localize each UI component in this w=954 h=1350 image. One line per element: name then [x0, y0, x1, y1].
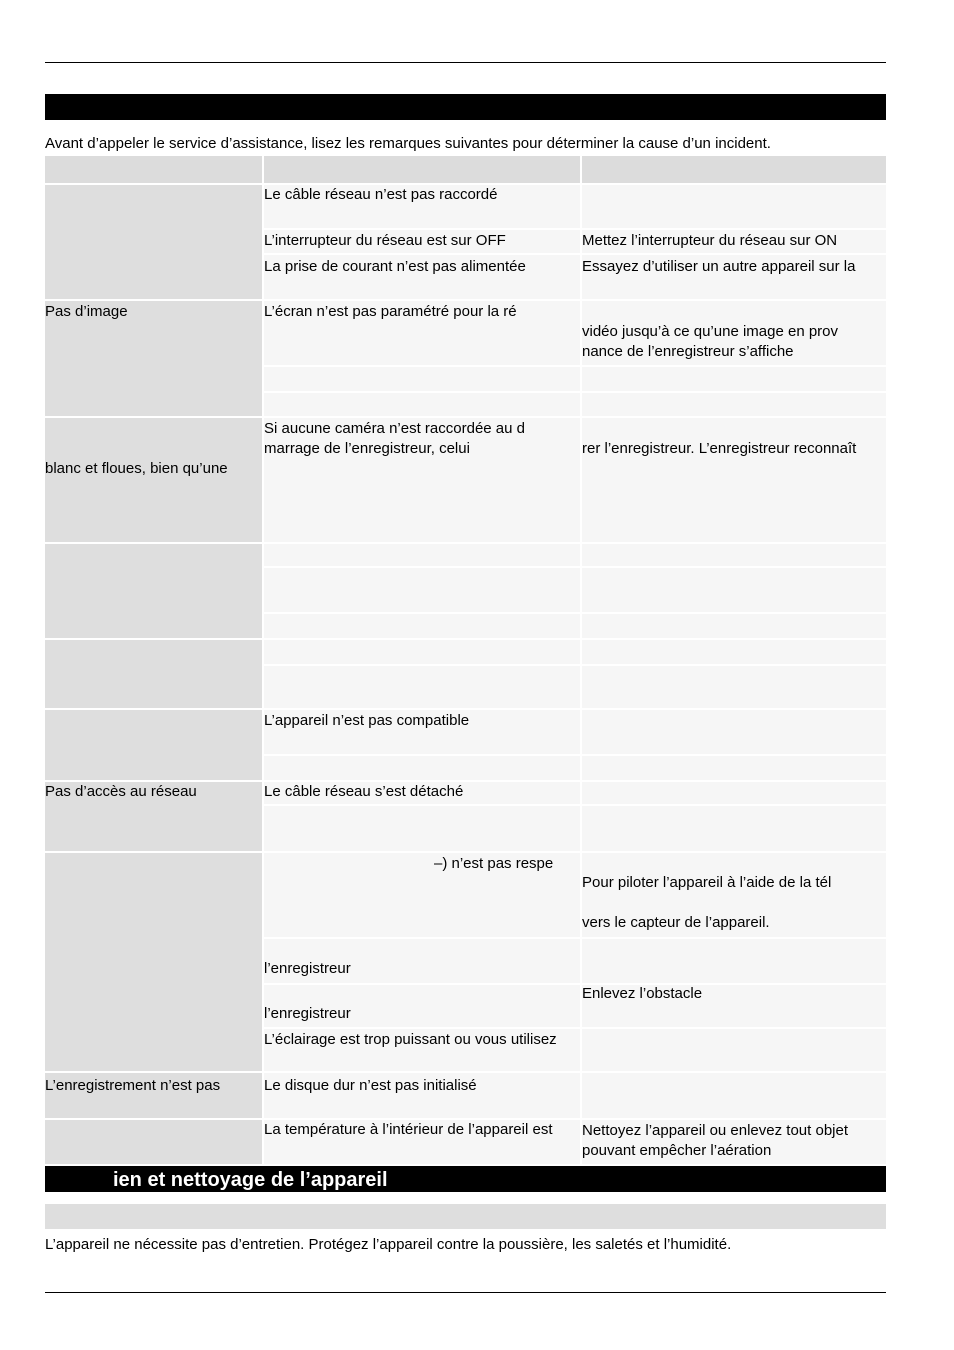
table-header-problem [45, 156, 262, 183]
problem-text: blanc et floues, bien qu’une [45, 460, 228, 477]
header-rule [45, 62, 886, 63]
solution-cell [582, 568, 886, 612]
problem-text: Pas d’accès au réseau [45, 783, 197, 800]
solution-cell [582, 1073, 886, 1118]
cause-cell [264, 393, 580, 416]
cause-text: Le câble réseau n’est pas raccordé [264, 186, 498, 203]
solution-text: rer l’enregistreur. L’enregistreur reconnaît [582, 440, 857, 457]
cause-text: Le disque dur n’est pas initialisé [264, 1077, 477, 1094]
cause-text: marrage de l’enregistreur, celui [264, 440, 470, 457]
solution-cell [582, 782, 886, 804]
solution-cell [582, 185, 886, 228]
cause-text: Le câble réseau s’est détaché [264, 783, 464, 800]
section-header-bar [45, 94, 886, 120]
cause-cell [264, 367, 580, 391]
solution-text: nance de l’enregistreur s’affiche [582, 343, 794, 360]
intro-text: Avant d’appeler le service d’assistance, lisez les remarques suivantes pour déterminer la cause d’un incident. [45, 135, 771, 152]
cause-text: La température à l’intérieur de l’appareil est [264, 1121, 553, 1138]
cause-text: Si aucune caméra n’est raccordée au d [264, 420, 525, 437]
cause-cell [264, 640, 580, 664]
solution-cell [582, 666, 886, 708]
cause-text: La prise de courant n’est pas alimentée [264, 258, 526, 275]
solution-cell [582, 756, 886, 780]
cause-cell [264, 614, 580, 638]
problem-cell [45, 185, 262, 299]
solution-text: pouvant empêcher l’aération [582, 1142, 772, 1159]
cause-text: l’enregistreur [264, 960, 351, 977]
section-title: ien et nettoyage de l’appareil [113, 1169, 388, 1191]
solution-cell [582, 939, 886, 983]
solution-cell [582, 393, 886, 416]
solution-text: Mettez l’interrupteur du réseau sur ON [582, 232, 838, 249]
problem-cell [45, 418, 262, 542]
solution-text: vers le capteur de l’appareil. [582, 914, 770, 931]
cause-cell [264, 666, 580, 708]
problem-text: L’enregistrement n’est pas [45, 1077, 221, 1094]
cause-text: L’éclairage est trop puissant ou vous utilisez [264, 1031, 557, 1048]
solution-text: Pour piloter l’appareil à l’aide de la tél [582, 874, 832, 891]
solution-cell [582, 544, 886, 566]
solution-text: vidéo jusqu’à ce qu’une image en prov [582, 323, 839, 340]
solution-cell [582, 367, 886, 391]
subsection-header-bar [45, 1204, 886, 1229]
maintenance-text: L’appareil ne nécessite pas d’entretien. Protégez l’appareil contre la poussière, les saletés et l’humidité. [45, 1236, 732, 1253]
problem-cell [45, 710, 262, 780]
cause-cell [264, 568, 580, 612]
solution-cell [582, 710, 886, 754]
problem-cell [45, 640, 262, 708]
solution-cell [582, 1029, 886, 1071]
cause-text: l’enregistreur [264, 1005, 351, 1022]
solution-text: Nettoyez l’appareil ou enlevez tout objet [582, 1122, 849, 1139]
cause-text: –) n’est pas respe [434, 855, 554, 872]
solution-cell [582, 806, 886, 851]
problem-cell [45, 853, 262, 1071]
solution-text: Essayez d’utiliser un autre appareil sur la [582, 258, 856, 275]
cause-text: L’interrupteur du réseau est sur OFF [264, 232, 506, 249]
cause-text: L’appareil n’est pas compatible [264, 712, 470, 729]
problem-text: Pas d’image [45, 303, 128, 320]
solution-cell [582, 614, 886, 638]
table-header-solution [582, 156, 886, 183]
solution-text: Enlevez l’obstacle [582, 985, 703, 1002]
cause-cell [264, 756, 580, 780]
table-header-cause [264, 156, 580, 183]
cause-cell [264, 544, 580, 566]
cause-text: L’écran n’est pas paramétré pour la ré [264, 303, 517, 320]
problem-cell [45, 1120, 262, 1164]
problem-cell [45, 544, 262, 638]
footer-rule [45, 1292, 886, 1293]
solution-cell [582, 418, 886, 542]
solution-cell [582, 640, 886, 664]
cause-cell [264, 806, 580, 851]
